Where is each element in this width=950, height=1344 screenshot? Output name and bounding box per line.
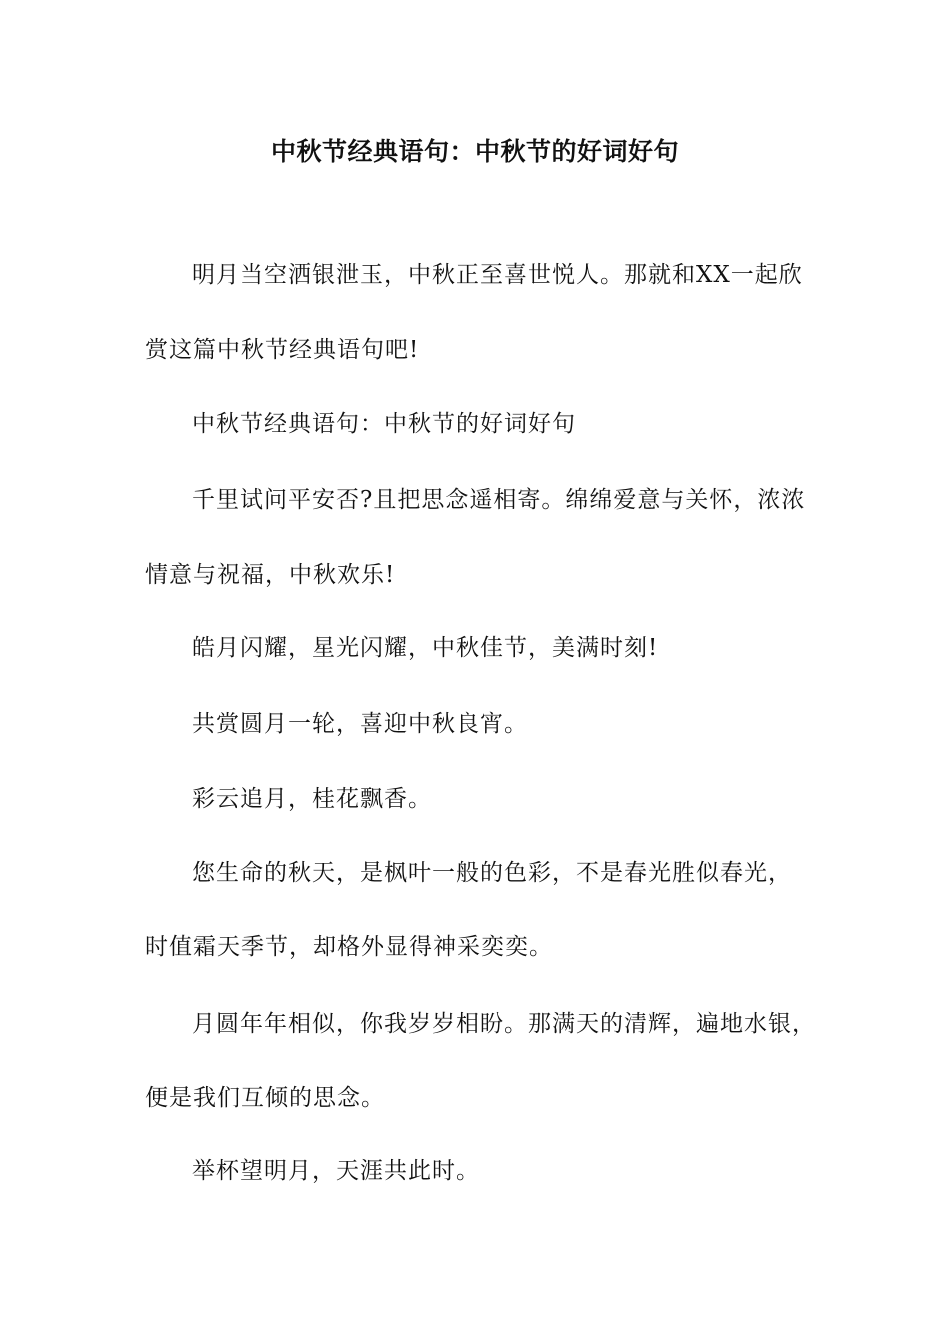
paragraph-line: 千里试问平安否?且把思念遥相寄。绵绵爱意与关怀，浓浓 [192, 487, 806, 513]
paragraph-line: 时值霜天季节，却格外显得神采奕奕。 [145, 934, 553, 960]
paragraph-line: 您生命的秋天，是枫叶一般的色彩，不是春光胜似春光， [192, 860, 792, 886]
paragraph-line: 皓月闪耀，星光闪耀，中秋佳节，美满时刻! [192, 635, 659, 661]
paragraph-line: 情意与祝福，中秋欢乐! [145, 562, 396, 588]
paragraph-line: 中秋节经典语句：中秋节的好词好句 [192, 411, 576, 437]
paragraph-line: 月圆年年相似，你我岁岁相盼。那满天的清辉，遍地水银， [192, 1011, 816, 1037]
paragraph-line: 共赏圆月一轮，喜迎中秋良宵。 [192, 711, 528, 737]
paragraph-line: 彩云追月，桂花飘香。 [192, 786, 432, 812]
paragraph-line: 明月当空洒银泄玉，中秋正至喜世悦人。那就和XX一起欣 [192, 262, 803, 288]
document-title: 中秋节经典语句：中秋节的好词好句 [270, 137, 679, 166]
paragraph-line: 举杯望明月，天涯共此时。 [192, 1158, 480, 1184]
paragraph-line: 赏这篇中秋节经典语句吧! [145, 337, 420, 363]
paragraph-line: 便是我们互倾的思念。 [145, 1085, 385, 1111]
